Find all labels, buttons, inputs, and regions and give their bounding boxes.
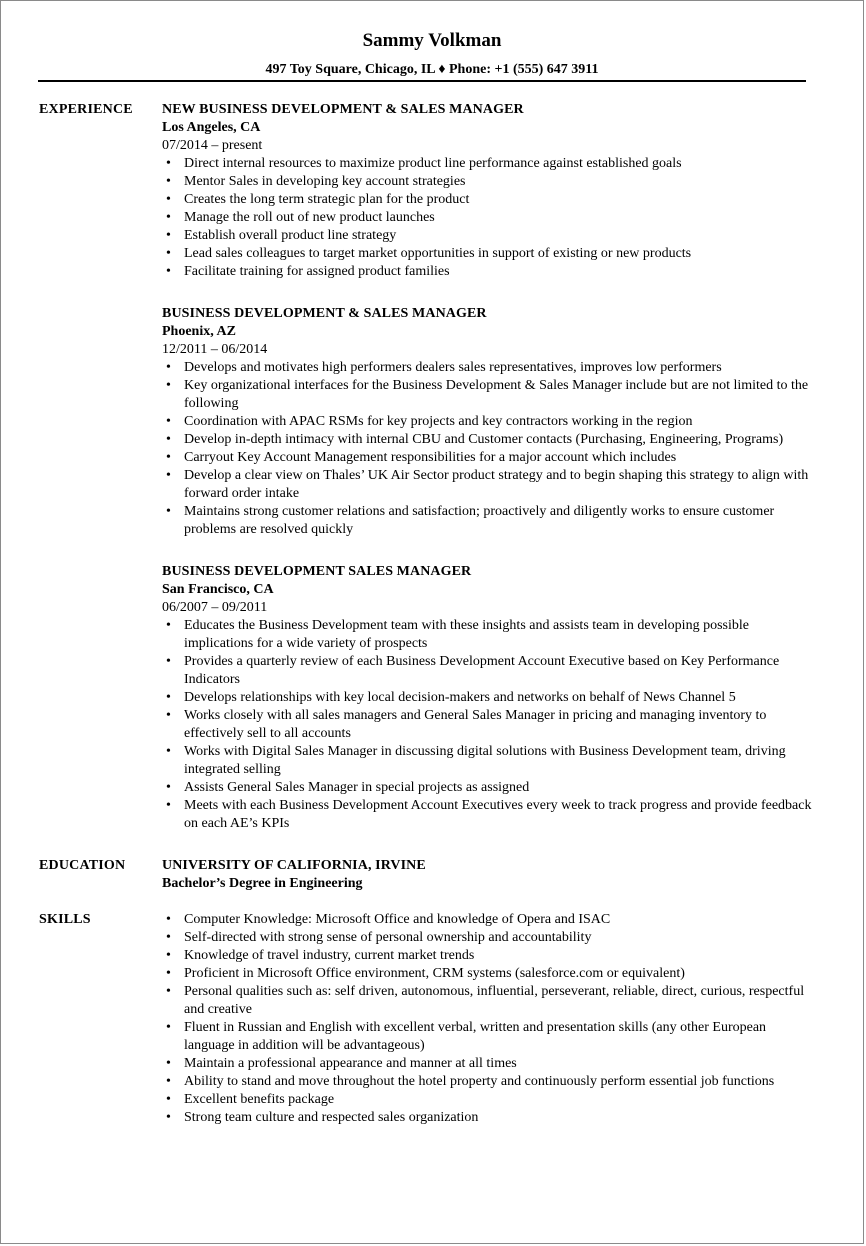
duty-item: • Meets with each Business Development Account Executives every week to track progress and provide feedback on each AE’s KPIs: [162, 797, 813, 833]
duty-item: • Direct internal resources to maximize product line performance against established goals: [162, 155, 813, 173]
skills-list: [162, 911, 813, 1127]
job-duties: [162, 155, 813, 281]
job-entry: [162, 101, 813, 281]
skills-body: [162, 911, 813, 1127]
job-title: BUSINESS DEVELOPMENT & SALES MANAGER: [162, 306, 487, 321]
education-section: [1, 857, 863, 893]
duty-item: • Lead sales colleagues to target market opportunities in support of existing or new products: [162, 245, 813, 263]
experience-section: [1, 101, 863, 833]
skill-item: • Self-directed with strong sense of personal ownership and accountability: [162, 929, 813, 947]
job-dates: 07/2014 – present: [162, 138, 263, 153]
duty-item: • Key organizational interfaces for the Business Development & Sales Manager include but are not limited to the following: [162, 377, 813, 413]
skill-item: • Fluent in Russian and English with excellent verbal, written and presentation skills (any other European language in addition will be advantageous): [162, 1019, 813, 1055]
duty-item: • Provides a quarterly review of each Business Development Account Executive based on Key Performance Indicators: [162, 653, 813, 689]
duty-item: • Develops relationships with key local decision-makers and networks on behalf of News Channel 5: [162, 689, 813, 707]
job-location: San Francisco, CA: [162, 582, 274, 597]
duty-item: • Develop in-depth intimacy with internal CBU and Customer contacts (Purchasing, Engineering, Programs): [162, 431, 813, 449]
candidate-name: Sammy Volkman: [362, 30, 502, 51]
experience-heading: EXPERIENCE: [39, 102, 133, 117]
duty-item: • Mentor Sales in developing key account strategies: [162, 173, 813, 191]
job-entry: [162, 305, 813, 539]
job-location: Phoenix, AZ: [162, 324, 236, 339]
duty-item: • Establish overall product line strategy: [162, 227, 813, 245]
skill-item: • Strong team culture and respected sales organization: [162, 1109, 813, 1127]
school-name: UNIVERSITY OF CALIFORNIA, IRVINE: [162, 858, 426, 873]
skill-item: • Knowledge of travel industry, current market trends: [162, 947, 813, 965]
education-body: [162, 857, 813, 893]
skills-section: [1, 911, 863, 1127]
skills-heading: SKILLS: [39, 912, 91, 927]
degree-name: Bachelor’s Degree in Engineering: [162, 876, 363, 891]
duty-item: • Develop a clear view on Thales’ UK Air Sector product strategy and to begin shaping this strategy to align with forward order intake: [162, 467, 813, 503]
job-location: Los Angeles, CA: [162, 120, 261, 135]
job-dates: 12/2011 – 06/2014: [162, 342, 268, 357]
job-title: NEW BUSINESS DEVELOPMENT & SALES MANAGER: [162, 102, 524, 117]
duty-item: • Coordination with APAC RSMs for key projects and key contractors working in the region: [162, 413, 813, 431]
skill-item: • Proficient in Microsoft Office environment, CRM systems (salesforce.com or equivalent): [162, 965, 813, 983]
duty-item: • Manage the roll out of new product launches: [162, 209, 813, 227]
duty-item: • Facilitate training for assigned product families: [162, 263, 813, 281]
header-divider: [38, 80, 806, 82]
skill-item: • Personal qualities such as: self driven, autonomous, influential, perseverant, reliable, direct, curious, respectful and creative: [162, 983, 813, 1019]
job-entry: [162, 563, 813, 833]
contact-line: 497 Toy Square, Chicago, IL ♦ Phone: +1 (555) 647 3911: [265, 62, 599, 77]
job-title: BUSINESS DEVELOPMENT SALES MANAGER: [162, 564, 472, 579]
education-heading: EDUCATION: [39, 858, 126, 873]
duty-item: • Develops and motivates high performers dealers sales representatives, improves low performers: [162, 359, 813, 377]
job-duties: [162, 359, 813, 539]
skill-item: • Ability to stand and move throughout the hotel property and continuously perform essential job functions: [162, 1073, 813, 1091]
duty-item: • Works closely with all sales managers and General Sales Manager in pricing and managing inventory to effectively sell to all accounts: [162, 707, 813, 743]
experience-body: [162, 101, 813, 833]
duty-item: • Works with Digital Sales Manager in discussing digital solutions with Business Development team, driving integrated selling: [162, 743, 813, 779]
skill-item: • Maintain a professional appearance and manner at all times: [162, 1055, 813, 1073]
duty-item: • Educates the Business Development team with these insights and assists team in developing possible implications for a wide variety of prospects: [162, 617, 813, 653]
duty-item: • Assists General Sales Manager in special projects as assigned: [162, 779, 813, 797]
duty-item: • Maintains strong customer relations and satisfaction; proactively and diligently works to ensure customer problems are resolved quickly: [162, 503, 813, 539]
skill-item: • Excellent benefits package: [162, 1091, 813, 1109]
duty-item: • Creates the long term strategic plan for the product: [162, 191, 813, 209]
duty-item: • Carryout Key Account Management responsibilities for a major account which includes: [162, 449, 813, 467]
job-dates: 06/2007 – 09/2011: [162, 600, 268, 615]
job-duties: [162, 617, 813, 833]
skill-item: • Computer Knowledge: Microsoft Office and knowledge of Opera and ISAC: [162, 911, 813, 929]
resume-header: [1, 1, 863, 79]
resume-content: [1, 101, 863, 1127]
